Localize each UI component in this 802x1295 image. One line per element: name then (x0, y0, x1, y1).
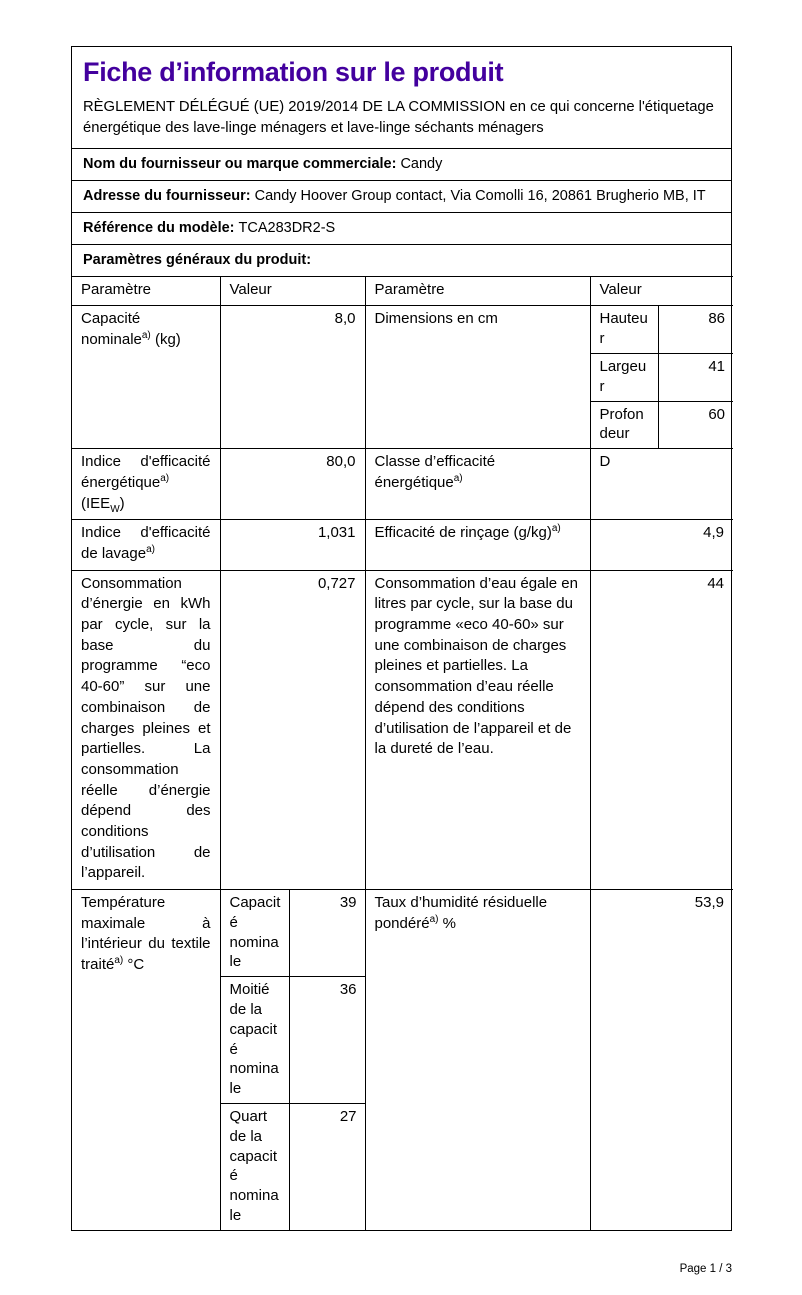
model-reference-value: TCA283DR2-S (238, 220, 336, 237)
sheet-header (72, 47, 731, 148)
model-reference-row (72, 212, 731, 244)
supplier-brand-label: Nom du fournisseur ou marque commerciale: (83, 156, 397, 173)
dimension-row-hauteur (591, 306, 734, 353)
energy-consumption-param: Consommation d’énergie en kWh par cycle, sur la base du programme “eco 40-60” sur une combinaison de charges pleines et partielles. La consommation réelle d’énergie dépend des conditions d’utilisation de l’appareil. (72, 570, 220, 889)
temperature-label: Capacité nominale (229, 894, 281, 971)
general-parameters-label: Paramètres généraux du produit: (83, 251, 312, 268)
supplier-address-row (72, 180, 731, 212)
energy-efficiency-row (72, 449, 733, 520)
page-number: Page 1 / 3 (679, 1262, 732, 1275)
supplier-address-label: Adresse du fournisseur: (83, 188, 251, 205)
capacity-param: Capacité nominale$^{a)}$ (kg) (72, 306, 220, 449)
temperature-value: 36 (290, 977, 365, 1104)
water-consumption-param: Consommation d’eau égale en litres par cycle, sur la base du programme «eco 40-60» sur une combinaison de charges pleines et partielles. La consommation d’eau réelle dépend des conditions d’utilisation de l’appareil et de la dureté de l’eau. (365, 570, 590, 889)
temperature-subtable (221, 890, 365, 1230)
supplier-address-value: Candy Hoover Group contact, Via Comolli 16, 20861 Brugherio MB, IT (254, 188, 706, 205)
page-title: Fiche d’information sur le produit (83, 57, 504, 87)
temperature-row-nominal (221, 890, 365, 977)
dimension-label: Hauteur (599, 310, 648, 348)
temperature-value: 39 (290, 890, 365, 977)
capacity-value: 8,0 (220, 306, 365, 449)
dimension-row-profondeur (591, 401, 734, 448)
consumption-row (72, 570, 733, 889)
supplier-brand-row (72, 148, 731, 180)
dimension-row-largeur (591, 354, 734, 402)
temperature-row-half (221, 977, 365, 1104)
max-temperature-values-cell (220, 890, 365, 1230)
residual-humidity-value: 53,9 (590, 890, 733, 1230)
washing-rinsing-row (72, 520, 733, 570)
washing-index-value: 1,031 (220, 520, 365, 570)
dimension-label: Largeur (591, 354, 659, 402)
temperature-value: 27 (290, 1103, 365, 1229)
dimension-value: 86 (659, 306, 734, 353)
temperature-row-quarter (221, 1103, 365, 1229)
residual-humidity-param: Taux d’humidité résiduelle pondéré$^{a)}$ % (365, 890, 590, 1230)
dimensions-subtable (591, 306, 734, 448)
dimensions-value-cell (590, 306, 733, 449)
model-reference-label: Référence du modèle: (83, 220, 235, 237)
capacity-dimensions-row (72, 306, 733, 449)
rinsing-value: 4,9 (590, 520, 733, 570)
product-information-sheet (71, 46, 732, 1231)
supplier-brand-value: Candy (400, 156, 443, 173)
dimensions-param: Dimensions en cm (365, 306, 590, 449)
col-header-parametre-right: Paramètre (365, 276, 590, 306)
energy-consumption-value: 0,727 (220, 570, 365, 889)
dimension-label: Profondeur (591, 401, 659, 448)
general-parameters-table (72, 276, 733, 1230)
table-header-row (72, 276, 733, 306)
regulation-text: RÈGLEMENT DÉLÉGUÉ (UE) 2019/2014 DE LA COMMISSION en ce qui concerne l'étiquetage énergétique des lave-linge ménagers et lave-linge séchants ménagers (83, 99, 714, 136)
max-temperature-param: Température maximale à l’intérieur du textile traité$^{a)}$ °C (72, 890, 220, 1230)
dimension-value: 41 (659, 354, 734, 402)
col-header-valeur-left: Valeur (220, 276, 365, 306)
dimension-value: 60 (659, 401, 734, 448)
general-parameters-heading-row (72, 244, 731, 276)
col-header-valeur-right: Valeur (590, 276, 733, 306)
energy-efficiency-index-param: Indice d'efficacité énergétique$^{a)}$ $(IEE_W)$ (72, 449, 220, 520)
temperature-label: Quart de la capacité nominale (221, 1103, 290, 1229)
temperature-label: Moitié de la capacité nominale (221, 977, 290, 1104)
energy-efficiency-index-value: 80,0 (220, 449, 365, 520)
col-header-parametre-left: Paramètre (72, 276, 220, 306)
energy-class-value: D (590, 449, 733, 520)
temperature-humidity-row (72, 890, 733, 1230)
water-consumption-value: 44 (590, 570, 733, 889)
rinsing-param: Efficacité de rinçage $(g/kg)^{a)}$ (365, 520, 590, 570)
energy-class-param: Classe d’efficacité énergétique$^{a)}$ (365, 449, 590, 520)
washing-index-param: Indice d'efficacité de lavage$^{a)}$ (72, 520, 220, 570)
